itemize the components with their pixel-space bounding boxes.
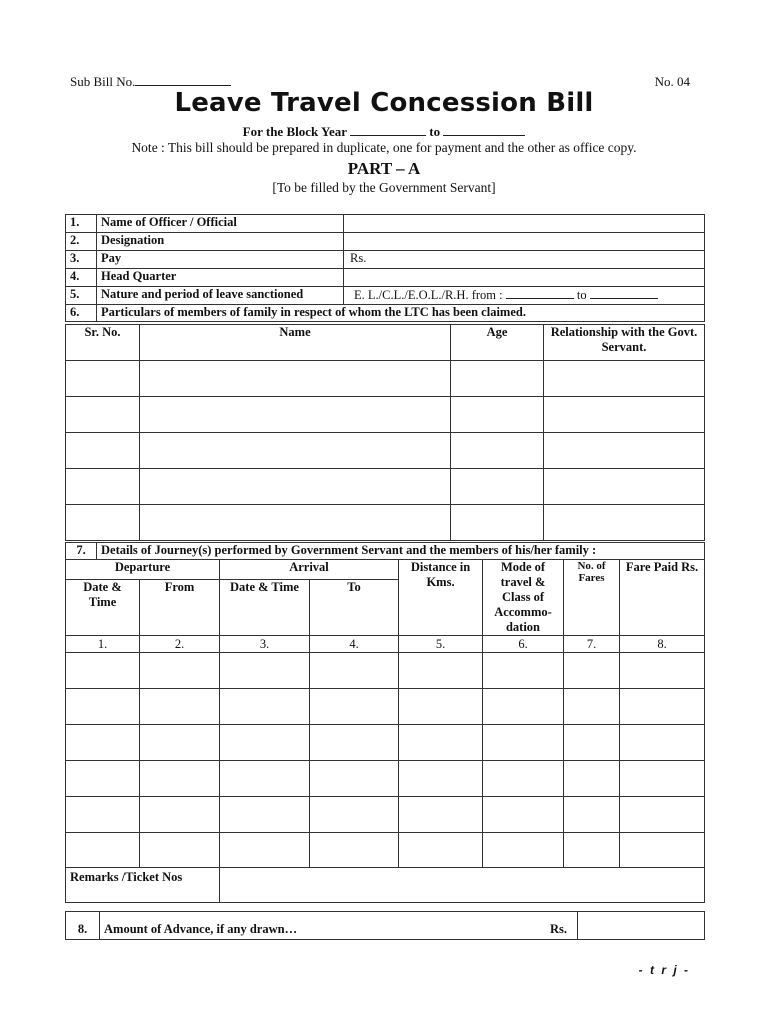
journey-column-numbers: 1. 2. 3. 4. 5. 6. 7. 8. <box>66 636 705 653</box>
departure-group-header: Departure <box>66 560 220 580</box>
field-row-pay: 3. Pay Rs. <box>66 251 705 269</box>
advance-row: 8. Amount of Advance, if any drawn… Rs. <box>66 912 705 940</box>
arrival-group-header: Arrival <box>220 560 399 580</box>
family-members-table <box>65 324 705 541</box>
name-input[interactable] <box>344 215 705 233</box>
remarks-input[interactable] <box>220 868 705 903</box>
part-heading: PART – A <box>347 159 421 178</box>
filled-by-text: [To be filled by the Government Servant] <box>272 180 496 195</box>
journey-row <box>66 653 705 689</box>
sub-bill-label: Sub Bill No. <box>70 74 136 89</box>
advance-amount-input[interactable] <box>578 912 705 940</box>
officer-details-table <box>65 214 705 322</box>
field-row-designation: 2. Designation <box>66 233 705 251</box>
journey-group-row: Departure Arrival Distance in Kms. Mode of travel & Class of Accommo-dation No. of Fares Fare Paid Rs. <box>66 560 705 580</box>
journey-row <box>66 797 705 833</box>
family-row <box>66 433 705 469</box>
advance-currency: Rs. <box>549 922 567 936</box>
journey-row <box>66 761 705 797</box>
block-year-from-blank[interactable] <box>350 124 426 136</box>
sub-bill-blank[interactable] <box>135 74 231 86</box>
leave-from-blank[interactable] <box>506 287 574 299</box>
page-title: Leave Travel Concession Bill <box>174 88 594 118</box>
note-text: Note : This bill should be prepared in duplicate, one for payment and the other as office copy. <box>131 140 637 155</box>
block-year: For the Block Year to <box>0 124 768 140</box>
advance-table <box>65 911 705 940</box>
journey-row <box>66 725 705 761</box>
footer-initials: - t r j - <box>638 963 690 977</box>
head-quarter-input[interactable] <box>344 269 705 287</box>
journey-row <box>66 689 705 725</box>
field-row-head-quarter: 4. Head Quarter <box>66 269 705 287</box>
block-year-to-blank[interactable] <box>443 124 525 136</box>
remarks-row <box>66 868 705 903</box>
field-row-name: 1. Name of Officer / Official <box>66 215 705 233</box>
field-row-family: 6. Particulars of members of family in respect of whom the LTC has been claimed. <box>66 305 705 322</box>
designation-input[interactable] <box>344 233 705 251</box>
family-row <box>66 469 705 505</box>
journey-subheader-row: Date & Time From Date & Time To <box>66 579 705 635</box>
advance-label: Amount of Advance, if any drawn… <box>104 922 298 936</box>
family-header-row: Sr. No. Name Age Relationship with the Govt. Servant. <box>66 325 705 361</box>
journey-row <box>66 833 705 868</box>
family-row <box>66 397 705 433</box>
family-row <box>66 505 705 541</box>
pay-input[interactable]: Rs. <box>344 251 705 269</box>
remarks-label: Remarks /Ticket Nos <box>66 868 220 903</box>
bill-number: No. 04 <box>654 74 690 89</box>
journey-table <box>65 542 705 903</box>
leave-period-input[interactable]: E. L./C.L./E.O.L./R.H. from : to <box>344 287 705 305</box>
leave-to-blank[interactable] <box>590 287 658 299</box>
field-row-leave: 5. Nature and period of leave sanctioned E. L./C.L./E.O.L./R.H. from : to <box>66 287 705 305</box>
journey-title-row: 7. Details of Journey(s) performed by Government Servant and the members of his/her family : <box>66 543 705 560</box>
family-row <box>66 361 705 397</box>
